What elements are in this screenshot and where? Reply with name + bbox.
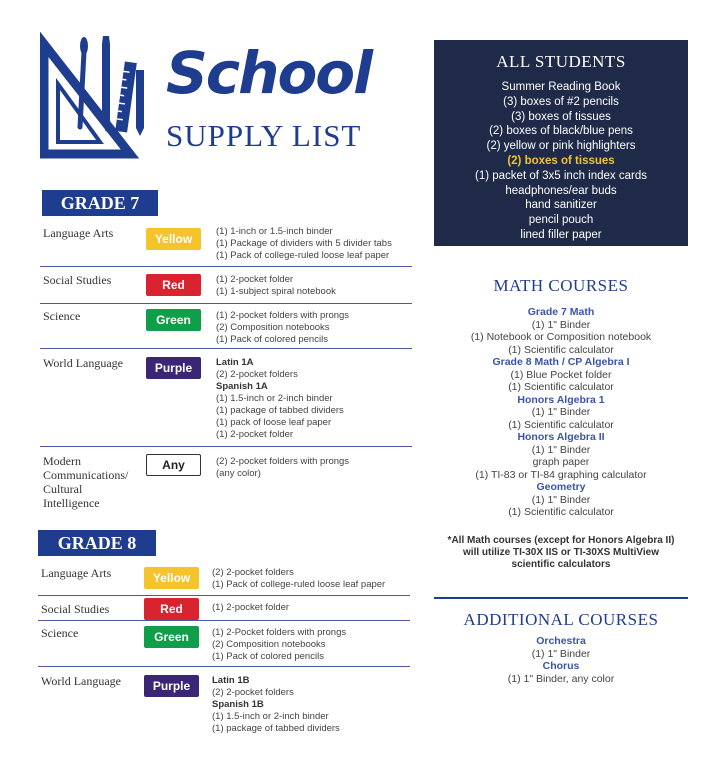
course-name: Grade 8 Math / CP Algebra I	[492, 356, 630, 368]
supply-item: (1) 2-pocket folder	[212, 602, 290, 613]
row-divider	[38, 620, 410, 621]
supply-items	[216, 357, 344, 441]
supply-item: (1) 2-Pocket folders with prongs	[212, 627, 347, 638]
course-item: (1) Scientific calculator	[508, 506, 614, 518]
supply-item: (1) 1.5-inch or 2-inch binder	[216, 393, 333, 404]
all-students-title: ALL STUDENTS	[496, 52, 626, 71]
subject-label-line: Communications/	[43, 468, 129, 482]
math-calculator-note	[434, 535, 688, 571]
course-item: (1) 1" Binder	[531, 318, 591, 331]
page-title: SUPPLY LIST	[166, 118, 362, 153]
list-item: hand sanitizer	[525, 199, 597, 212]
supply-items	[212, 567, 385, 591]
grade7-row-social-studies	[40, 273, 412, 301]
supply-item: (any color)	[216, 468, 261, 479]
supply-item: (1) 1-inch or 1.5-inch binder	[216, 226, 333, 237]
list-item: Summer Reading Book	[501, 81, 621, 93]
supply-item: (1) Package of dividers with 5 divider tabs	[216, 238, 392, 249]
all-students-box	[434, 40, 688, 246]
list-item: (2) boxes of black/blue pens	[489, 125, 633, 138]
supply-items	[212, 602, 289, 614]
course-item: graph paper	[532, 456, 590, 468]
supply-item: (2) 2-pocket folders with prongs	[216, 456, 350, 467]
language-course-name: Spanish 1B	[212, 699, 264, 710]
subject-label-line: Modern	[43, 454, 81, 468]
supply-item: (1) 1-subject spiral notebook	[216, 286, 336, 297]
list-item: (1) packet of 3x5 inch index cards	[475, 169, 647, 182]
note-line: scientific calculators	[511, 559, 611, 570]
supply-items	[216, 226, 392, 262]
color-badge-yellow: Yellow	[144, 567, 199, 589]
course-item: (1) Notebook or Composition notebook	[470, 331, 652, 343]
color-badge-green: Green	[144, 626, 199, 648]
supply-item: (1) 2-pocket folder	[216, 274, 294, 285]
list-item: (2) yellow or pink highlighters	[486, 140, 636, 153]
course-name: Orchestra	[536, 635, 586, 647]
row-divider	[38, 666, 410, 667]
grade8-row-world-language	[38, 674, 410, 738]
course-name: Chorus	[542, 660, 580, 672]
course-item: (1) Scientific calculator	[508, 418, 614, 431]
row-divider	[40, 303, 412, 304]
supply-item: (1) 2-pocket folders with prongs	[216, 310, 350, 321]
supply-item: (2) 2-pocket folders	[212, 687, 294, 698]
color-badge-red: Red	[144, 598, 199, 620]
grade7-row-language-arts	[40, 226, 412, 266]
course-item: (1) 1" Binder	[531, 443, 591, 456]
row-divider	[40, 446, 412, 447]
course-item: (1) 1" Binder	[531, 647, 591, 660]
list-item: lined filler paper	[520, 228, 602, 241]
language-course-name: Latin 1A	[216, 357, 254, 368]
math-courses-list	[434, 306, 688, 519]
course-name: Honors Algebra II	[517, 431, 605, 443]
note-line: *All Math courses (except for Honors Algebra II)	[447, 535, 675, 546]
color-badge-yellow: Yellow	[146, 228, 201, 250]
grade-7-banner: GRADE 7	[42, 190, 158, 216]
section-divider	[434, 597, 688, 599]
additional-courses-title: ADDITIONAL COURSES	[463, 610, 659, 629]
subject-label: Language Arts	[43, 226, 114, 240]
supply-item: (1) Pack of colored pencils	[212, 651, 324, 662]
row-divider	[38, 595, 410, 596]
color-badge-purple: Purple	[146, 357, 201, 379]
supply-item: (1) Pack of college-ruled loose leaf paper	[216, 250, 390, 261]
supply-item: (2) 2-pocket folders	[212, 567, 294, 578]
subject-label-line: Cultural	[43, 482, 83, 496]
additional-courses-list	[434, 635, 688, 685]
course-item: (1) 1" Binder, any color	[507, 672, 615, 685]
supply-item: (1) 2-pocket folder	[216, 429, 294, 440]
language-course-name: Latin 1B	[212, 675, 250, 686]
subject-label: Science	[41, 626, 79, 640]
course-name: Honors Algebra 1	[517, 393, 605, 406]
subject-label: Language Arts	[41, 566, 112, 580]
subject-label	[43, 454, 143, 510]
course-item: (1) TI-83 or TI-84 graphing calculator	[475, 468, 647, 481]
subject-label: Science	[43, 309, 81, 323]
color-badge-purple: Purple	[144, 675, 199, 697]
grade8-row-language-arts	[38, 566, 410, 594]
supply-item: (1) package of tabbed dividers	[212, 723, 340, 734]
supply-items	[216, 310, 349, 346]
course-item: (1) 1" Binder	[531, 493, 591, 506]
color-badge-green: Green	[146, 309, 201, 331]
list-item: pencil pouch	[528, 214, 594, 227]
course-item: (1) Blue Pocket folder	[510, 368, 612, 381]
supply-item: (1) package of tabbed dividers	[216, 405, 344, 416]
supply-item: (1) Pack of college-ruled loose leaf paper	[212, 579, 386, 590]
subject-label: Social Studies	[41, 602, 110, 616]
list-item: headphones/ear buds	[505, 184, 617, 197]
supply-item: (2) Composition notebooks	[212, 639, 326, 650]
supply-item: (1) pack of loose leaf paper	[216, 417, 332, 428]
grade7-row-science	[40, 309, 412, 349]
supply-items	[216, 456, 349, 480]
supply-items	[212, 627, 346, 663]
supply-items	[216, 274, 336, 298]
course-name: Geometry	[536, 481, 586, 493]
grade8-row-social-studies	[38, 600, 410, 620]
row-divider	[40, 348, 412, 349]
course-item: (1) Scientific calculator	[508, 381, 614, 393]
subject-label: World Language	[41, 674, 122, 688]
supply-item: (1) Pack of colored pencils	[216, 334, 328, 345]
row-divider	[40, 266, 412, 267]
course-item: (1) Scientific calculator	[508, 343, 614, 356]
list-item: (3) boxes of tissues	[511, 110, 611, 123]
color-badge-red: Red	[146, 274, 201, 296]
grade8-row-science	[38, 626, 410, 666]
supply-items	[212, 675, 340, 735]
list-item: (3) boxes of #2 pencils	[503, 95, 619, 108]
subject-label: World Language	[43, 356, 124, 370]
all-students-list	[434, 80, 688, 243]
supply-item: (1) 1.5-inch or 2-inch binder	[212, 711, 329, 722]
page-title-script: School	[166, 39, 372, 107]
subject-label-line: Intelligence	[43, 496, 100, 510]
course-name: Grade 7 Math	[527, 306, 595, 318]
color-badge-any: Any	[146, 454, 201, 476]
supply-item: (2) 2-pocket folders	[216, 369, 298, 380]
grade7-row-modern-communications	[40, 454, 412, 510]
course-item: (1) 1" Binder	[531, 406, 591, 418]
grade-8-banner: GRADE 8	[38, 530, 156, 556]
school-supplies-logo-icon	[40, 32, 155, 162]
note-line: will utilize TI-30X IIS or TI-30XS MultiView	[463, 547, 659, 558]
language-course-name: Spanish 1A	[216, 381, 268, 392]
supply-item: (2) Composition notebooks	[216, 322, 330, 333]
highlighted-list-item: (2) boxes of tissues	[507, 154, 615, 167]
subject-label: Social Studies	[43, 273, 112, 287]
grade7-row-world-language	[40, 356, 412, 446]
math-courses-title: MATH COURSES	[493, 276, 629, 295]
